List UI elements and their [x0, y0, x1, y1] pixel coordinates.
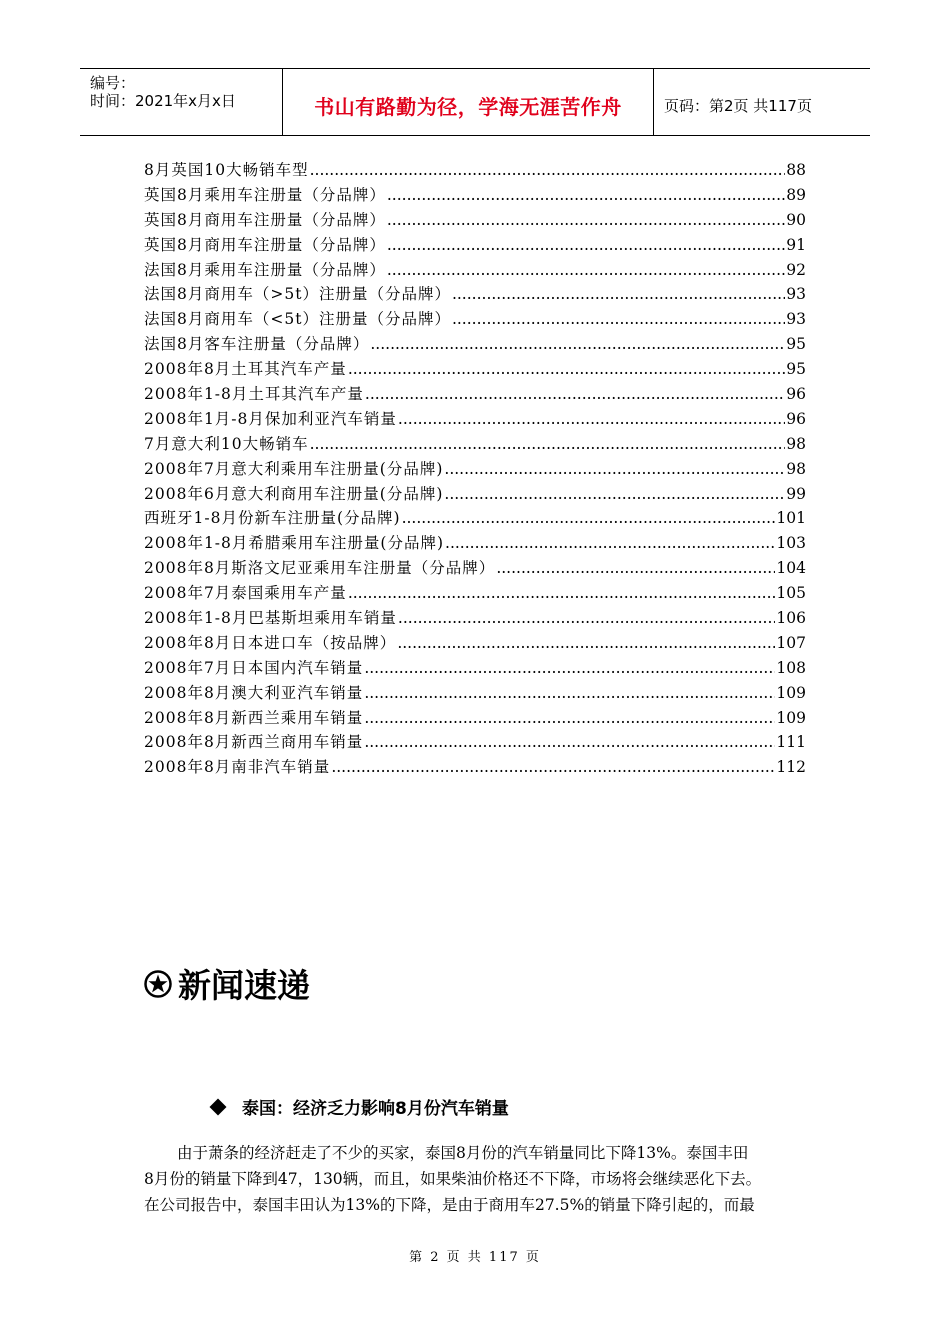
toc-entry-page: 96: [786, 409, 806, 428]
toc-entry-title: 7月意大利10大畅销车: [144, 434, 309, 453]
toc-entry[interactable]: [144, 183, 806, 208]
toc-leader-dots: [310, 158, 786, 183]
toc-entry[interactable]: [144, 506, 806, 531]
toc-entry-page: 104: [776, 559, 806, 578]
toc-entry-page: 103: [776, 534, 806, 553]
toc-entry-page: 105: [776, 584, 806, 603]
toc-entry-title: 2008年1月-8月保加利亚汽车销量: [144, 409, 397, 428]
toc-entry-title: 2008年8月斯洛文尼亚乘用车注册量（分品牌）: [144, 559, 496, 578]
toc-entry[interactable]: [144, 158, 806, 183]
toc-entry-title: 西班牙1-8月份新车注册量(分品牌): [144, 509, 401, 528]
toc-leader-dots: [370, 332, 785, 357]
toc-leader-dots: [387, 208, 785, 233]
toc-entry-page: 93: [786, 285, 806, 304]
toc-entry-title: 法国8月商用车（>5t）注册量（分品牌）: [144, 285, 451, 304]
toc-entry[interactable]: [144, 332, 806, 357]
star-circle-icon: [144, 970, 172, 998]
toc-entry[interactable]: [144, 382, 806, 407]
toc-entry-page: 112: [776, 758, 806, 777]
toc-entry-page: 88: [786, 161, 806, 179]
toc-entry-title: 2008年8月新西兰商用车销量: [144, 733, 364, 752]
toc-entry[interactable]: [144, 307, 806, 332]
news-paragraph: [144, 1140, 808, 1218]
toc-entry[interactable]: [144, 457, 806, 482]
toc-entry-title: 英国8月商用车注册量（分品牌）: [144, 210, 386, 229]
date-label: 时间：2021年x月x日: [90, 92, 236, 110]
toc-entry-title: 2008年1-8月希腊乘用车注册量(分品牌): [144, 534, 445, 553]
toc-entry[interactable]: [144, 432, 806, 457]
page-header: [80, 68, 870, 136]
toc-leader-dots: [348, 581, 776, 606]
toc-entry[interactable]: [144, 556, 806, 581]
header-meta: [80, 69, 282, 135]
toc-leader-dots: [398, 606, 775, 631]
toc-entry-page: 93: [786, 310, 806, 329]
toc-entry-page: 90: [786, 210, 806, 229]
toc-leader-dots: [452, 307, 785, 332]
toc-entry[interactable]: [144, 631, 806, 656]
toc-entry-title: 英国8月乘用车注册量（分品牌）: [144, 185, 386, 204]
toc-entry-page: 108: [776, 658, 806, 677]
toc-entry-title: 法国8月客车注册量（分品牌）: [144, 335, 370, 354]
toc-entry-page: 99: [786, 484, 806, 503]
toc-entry-page: 109: [776, 683, 806, 702]
toc-leader-dots: [364, 730, 775, 755]
paragraph-line: 在公司报告中，泰国丰田认为13%的下降，是由于商用车27.5%的销量下降引起的，而最: [144, 1196, 755, 1214]
toc-entry-page: 95: [786, 360, 806, 379]
section-heading: [144, 960, 310, 1007]
paragraph-line: 8月份的销量下降到47，130辆，而且，如果柴油价格还不下降，市场将会继续恶化下去。: [144, 1170, 762, 1188]
page-footer: 第 2 页 共 117 页: [409, 1250, 541, 1265]
news-heading: [212, 1094, 509, 1119]
toc-entry[interactable]: [144, 258, 806, 283]
toc-entry[interactable]: [144, 482, 806, 507]
toc-entry[interactable]: [144, 282, 806, 307]
toc-entry-page: 109: [776, 708, 806, 727]
toc-leader-dots: [445, 531, 775, 556]
toc-entry-page: 91: [786, 235, 806, 254]
toc-entry-page: 106: [776, 609, 806, 628]
toc-leader-dots: [310, 432, 786, 457]
toc-entry-page: 92: [786, 260, 806, 279]
toc-entry[interactable]: [144, 531, 806, 556]
toc-entry-title: 2008年7月意大利乘用车注册量(分品牌): [144, 459, 444, 478]
toc-leader-dots: [387, 258, 785, 283]
toc-leader-dots: [397, 631, 775, 656]
toc-entry-page: 89: [786, 185, 806, 204]
toc-leader-dots: [364, 681, 775, 706]
toc-entry-page: 98: [786, 434, 806, 453]
toc-entry-title: 2008年8月日本进口车（按品牌）: [144, 633, 397, 652]
toc-leader-dots: [364, 656, 775, 681]
toc-entry[interactable]: [144, 606, 806, 631]
toc-entry-title: 2008年8月新西兰乘用车销量: [144, 708, 364, 727]
table-of-contents: [144, 158, 806, 780]
toc-entry[interactable]: [144, 208, 806, 233]
toc-entry-page: 107: [776, 633, 806, 652]
toc-entry-page: 96: [786, 385, 806, 404]
toc-entry[interactable]: [144, 681, 806, 706]
toc-entry-title: 英国8月商用车注册量（分品牌）: [144, 235, 386, 254]
toc-entry-title: 2008年8月土耳其汽车产量: [144, 360, 347, 379]
toc-entry[interactable]: [144, 755, 806, 780]
toc-leader-dots: [444, 482, 785, 507]
toc-entry-page: 98: [786, 459, 806, 478]
header-page-info: 页码：第2页 共117页: [664, 96, 812, 115]
toc-entry-title: 8月英国10大畅销车型: [144, 161, 309, 179]
toc-entry[interactable]: [144, 730, 806, 755]
diamond-bullet-icon: [210, 1098, 227, 1115]
toc-leader-dots: [402, 506, 776, 531]
toc-entry-title: 法国8月商用车（<5t）注册量（分品牌）: [144, 310, 451, 329]
toc-entry[interactable]: [144, 656, 806, 681]
toc-leader-dots: [331, 755, 775, 780]
toc-leader-dots: [365, 382, 785, 407]
toc-entry-title: 法国8月乘用车注册量（分品牌）: [144, 260, 386, 279]
toc-entry-title: 2008年1-8月土耳其汽车产量: [144, 385, 364, 404]
toc-leader-dots: [444, 457, 785, 482]
number-label: 编号：: [90, 74, 136, 92]
toc-entry[interactable]: [144, 706, 806, 731]
toc-entry-title: 2008年6月意大利商用车注册量(分品牌): [144, 484, 444, 503]
toc-entry-title: 2008年7月泰国乘用车产量: [144, 584, 347, 603]
toc-leader-dots: [452, 282, 785, 307]
paragraph-line: 由于萧条的经济赶走了不少的买家，泰国8月份的汽车销量同比下降13%。泰国丰田: [177, 1144, 749, 1162]
toc-entry[interactable]: [144, 357, 806, 382]
toc-entry[interactable]: [144, 407, 806, 432]
toc-entry-title: 2008年8月澳大利亚汽车销量: [144, 683, 364, 702]
news-title: 泰国：经济乏力影响8月份汽车销量: [242, 1099, 509, 1119]
header-motto: 书山有路勤为径，学海无涯苦作舟: [282, 69, 654, 135]
toc-leader-dots: [364, 706, 775, 731]
toc-entry-page: 101: [776, 509, 806, 528]
toc-entry[interactable]: [144, 233, 806, 258]
toc-leader-dots: [348, 357, 785, 382]
toc-entry-title: 2008年1-8月巴基斯坦乘用车销量: [144, 609, 397, 628]
toc-entry-title: 2008年7月日本国内汽车销量: [144, 658, 364, 677]
toc-entry-title: 2008年8月南非汽车销量: [144, 758, 331, 777]
toc-entry-page: 95: [786, 335, 806, 354]
toc-leader-dots: [387, 183, 785, 208]
toc-leader-dots: [387, 233, 785, 258]
section-title: 新闻速递: [178, 966, 310, 1005]
toc-leader-dots: [398, 407, 785, 432]
toc-entry-page: 111: [776, 733, 806, 752]
toc-entry[interactable]: [144, 581, 806, 606]
toc-leader-dots: [496, 556, 775, 581]
